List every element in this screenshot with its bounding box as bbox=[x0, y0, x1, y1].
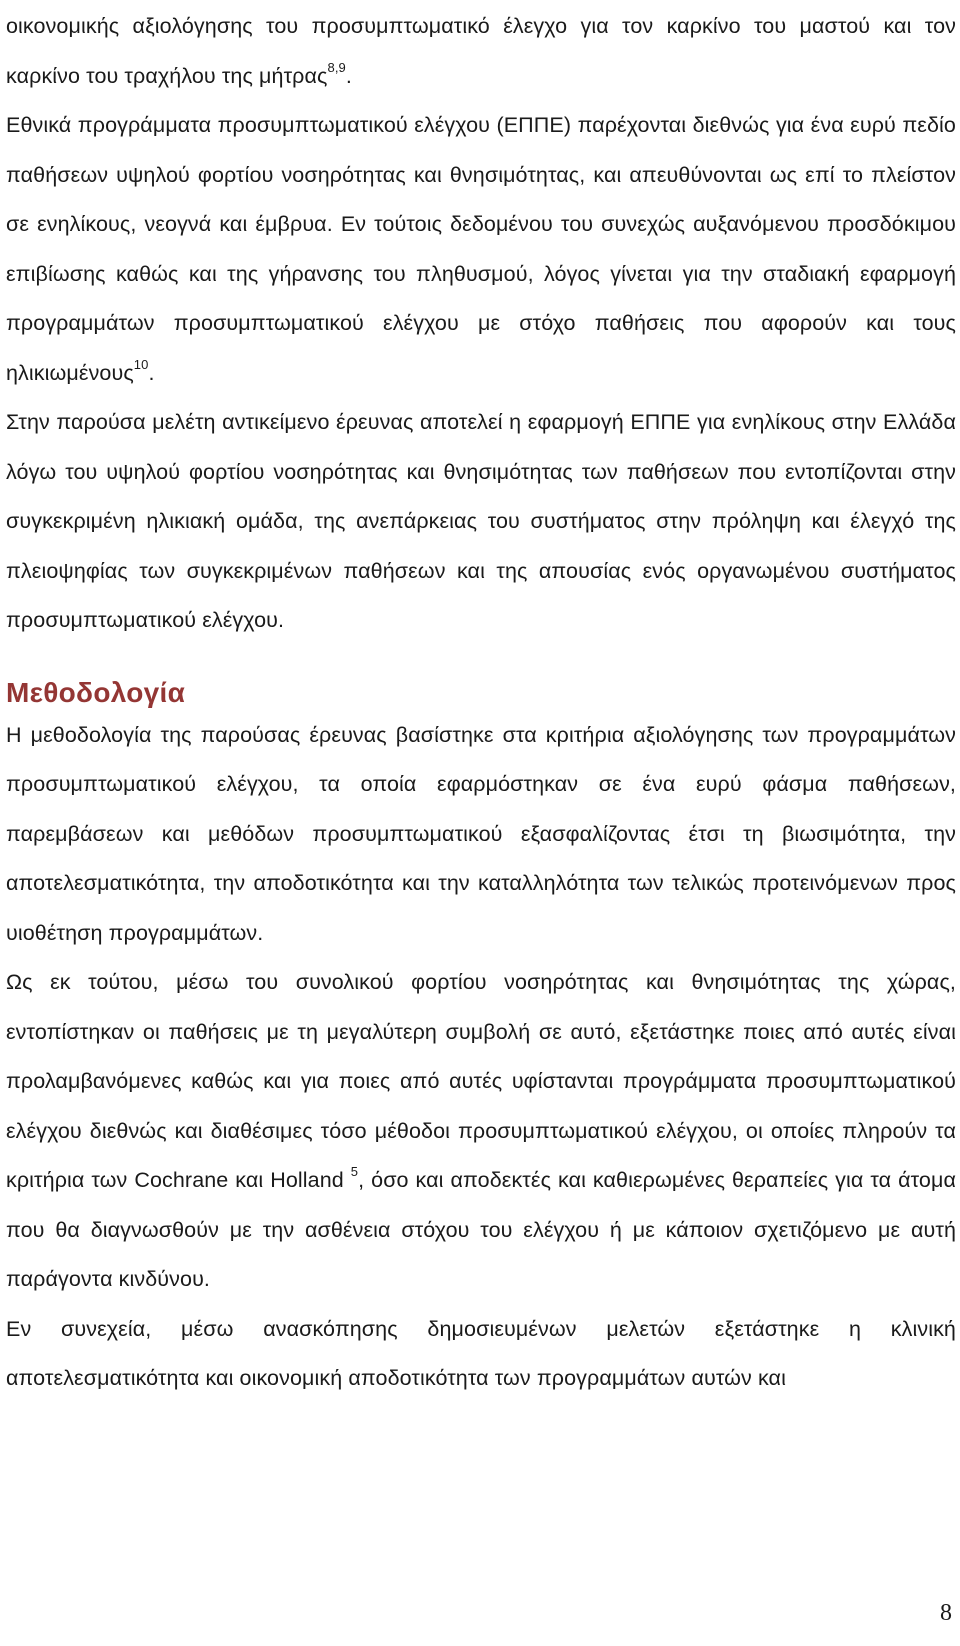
paragraph-text: Η μεθοδολογία της παρούσας έρευνας βασίστηκε στα κριτήρια αξιολόγησης των προγραμμάτων προσυμπτωματικού ελέγχου, τα οποία εφαρμόστηκαν σε ένα ευρύ φάσμα παθήσεων, παρεμβάσεων και μεθόδων προσυμπτωματικού εξασφαλίζοντας έτσι τη βιωσιμότητα, την αποτελεσματικότητα, την αποδοτικότητα και την καταλληλότητα των τελικώς προτεινόμενων προς υιοθέτηση προγραμμάτων. bbox=[6, 722, 956, 945]
paragraph-method-1 bbox=[6, 711, 956, 959]
paragraph-text-after: . bbox=[148, 360, 155, 385]
paragraph-text: Εθνικά προγράμματα προσυμπτωματικού ελέγχου (ΕΠΠΕ) παρέχονται διεθνώς για ένα ευρύ πεδίο παθήσεων υψηλού φορτίου νοσηρότητας και θνησιμότητας, και απευθύνονται ως επί το πλείστον σε ενηλίκους, νεογνά και έμβρυα. Εν τούτοις δεδομένου του συνεχώς αυξανόμενου προσδόκιμου επιβίωσης καθώς και της γήρανσης του πληθυσμού, λόγος γίνεται για την σταδιακή εφαρμογή προγραμμάτων προσυμπτωματικού ελέγχου με στόχο παθήσεις που αφορούν και τους ηλικιωμένους bbox=[6, 113, 956, 385]
paragraph-intro-3 bbox=[6, 398, 956, 646]
citation-superscript: 10 bbox=[133, 356, 149, 372]
paragraph-text: Στην παρούσα μελέτη αντικείμενο έρευνας αποτελεί η εφαρμογή ΕΠΠΕ για ενηλίκους στην Ελλάδα λόγω του υψηλού φορτίου νοσηρότητας και θνησιμότητας των παθήσεων που εντοπίζονται στην συγκεκριμένη ηλικιακή ομάδα, της ανεπάρκειας του συστήματος στην πρόληψη και έλεγχό της πλειοψηφίας των συγκεκριμένων παθήσεων και της απουσίας ενός οργανωμένου συστήματος προσυμπτωματικού ελέγχου. bbox=[6, 410, 956, 632]
paragraph-text: οικονομικής αξιολόγησης του προσυμπτωματικό έλεγχο για τον καρκίνο του μαστού και τον καρκίνο του τραχήλου της μήτρας bbox=[6, 14, 956, 88]
paragraph-intro-2 bbox=[6, 101, 956, 398]
citation-superscript: 8,9 bbox=[327, 59, 346, 75]
paragraph-method-3 bbox=[6, 1305, 956, 1404]
paragraph-intro-1 bbox=[6, 2, 956, 101]
document-page bbox=[6, 2, 956, 1404]
paragraph-method-2 bbox=[6, 958, 956, 1305]
paragraph-text: Εν συνεχεία, μέσω ανασκόπησης δημοσιευμένων μελετών εξετάστηκε η κλινική αποτελεσματικότητα και οικονομική αποδοτικότητα των προγραμμάτων αυτών και bbox=[6, 1316, 956, 1390]
page-number: 8 bbox=[940, 1600, 952, 1626]
paragraph-text-after: . bbox=[345, 63, 352, 88]
citation-superscript: 5 bbox=[350, 1164, 359, 1179]
paragraph-text-after: , όσο και αποδεκτές και καθιερωμένες θεραπείες για τα άτομα που θα διαγνωσθούν με την ασθένεια στόχου του ελέγχου ή με κάποιον σχετιζόμενο με αυτή παράγοντα κινδύνου. bbox=[6, 1168, 956, 1291]
section-heading: Μεθοδολογία bbox=[6, 676, 186, 708]
paragraph-text: Ως εκ τούτου, μέσω του συνολικού φορτίου νοσηρότητας και θνησιμότητας της χώρας, εντοπίστηκαν οι παθήσεις με τη μεγαλύτερη συμβολή σε αυτό, εξετάστηκε ποιες από αυτές είναι προλαμβανόμενες καθώς και για ποιες από αυτές υφίστανται προγράμματα προσυμπτωματικού ελέγχου διεθνώς και διαθέσιμες τόσο μέθοδοι προσυμπτωματικού ελέγχου, οι οποίες πληρούν τα κριτήρια των Cochrane και Holland bbox=[6, 970, 956, 1192]
